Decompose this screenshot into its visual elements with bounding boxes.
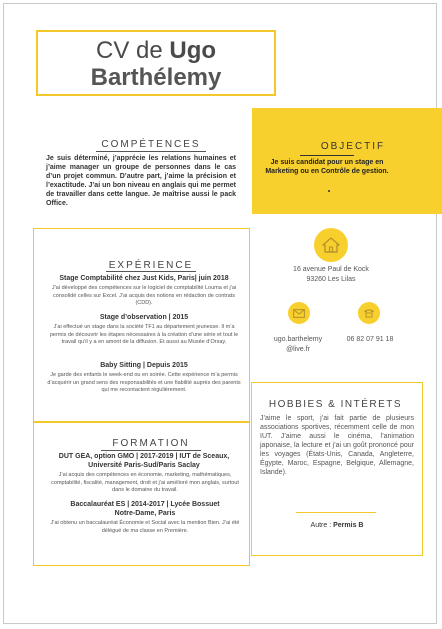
objectif-rule: [300, 155, 354, 156]
formation-rule: [101, 450, 201, 451]
first-name: Ugo: [169, 37, 217, 64]
hobbies-text: J’aime le sport, j’ai fait partie de plusieurs associations sportives, récemment celle de mon IUT. J’aime aussi le cinéma, l’animation japonaise, la lecture et j’ai un goût prononcé pour les voyages (États-Unis, Canada, Angleterre, Égypte, Maroc, Espagne, Belgique, Allemagne, Islande).: [260, 415, 414, 476]
title-line-1: [38, 38, 274, 64]
experience-rule: [106, 271, 196, 272]
experience-1-title: Stage Comptabilité chez Just Kids, Paris| juin 2018: [59, 275, 229, 282]
email-line-1[interactable]: ugo.barthelemy: [273, 336, 323, 343]
title-box: [36, 30, 276, 96]
objectif-dot: [328, 190, 330, 192]
email-line-2[interactable]: @live.fr: [286, 346, 310, 353]
formation-2-desc: J’ai obtenu un baccalauréat Économie et Social avec la mention Bien. J’ai été délégué de ma classe en Première.: [50, 520, 240, 534]
hobbies-rule: [296, 512, 376, 513]
experience-2-desc: J’ai effectué un stage dans la société TF1 au département jeunesse. Il m’a permis de découvrir les étapes nécessaires à la création d’une série et tout le travail qu’il y a en amont de la diffusion. Et aussi au Musée d’Orsay.: [49, 324, 239, 345]
experience-2-title: Stage d’observation | 2015: [99, 314, 189, 321]
autre-line: [260, 522, 414, 529]
objectif-heading: OBJECTIF: [320, 141, 386, 152]
mail-icon: [288, 302, 310, 324]
competences-heading: COMPÉTENCES: [101, 139, 201, 150]
hobbies-heading: HOBBIES & INTÉRETS: [268, 399, 403, 410]
home-icon: [314, 228, 348, 262]
autre-label: Autre :: [310, 522, 334, 529]
address-line-2: 93260 Les Lilas: [306, 276, 356, 283]
formation-1-desc: J’ai acquis des compétences en économie, marketing, mathématiques, comptabilité, fiscalité, management, droit et j’ai amélioré mon anglais, surtout dans le domaine du travail.: [51, 472, 239, 493]
competences-rule: [96, 151, 206, 152]
formation-2-title: Baccalauréat ES | 2014-2017 | Lycée Bossuet Notre-Dame, Paris: [70, 501, 220, 517]
experience-3-desc: Je garde des enfants le week-end ou en soirée. Cette expérience m’a permis d’acquérir un grand sens des responsabilités et une fiabilité auprès des parents qui me recontactent régulièrement.: [47, 372, 241, 393]
address-line-1: 16 avenue Paul de Kock: [293, 266, 369, 273]
phone-icon: [358, 302, 380, 324]
objectif-text: Je suis candidat pour un stage en Marketing ou en Contrôle de gestion.: [265, 159, 389, 175]
experience-heading: EXPÉRIENCE: [108, 260, 194, 271]
phone-number[interactable]: 06 82 07 91 18: [346, 336, 394, 343]
formation-1-title: DUT GEA, option GMO | 2017-2019 | IUT de Sceaux, Université Paris-Sud/Paris Saclay: [58, 453, 230, 469]
competences-text: Je suis déterminé, j’apprécie les relations humaines et j’aime manager un groupe de personnes dans le cas d’un projet commun. D’autre part, j’aime la précision et l’exactitude. J’ai un bon niveau en anglais qui me permet de travailler dans cette langue. Je maîtrise aussi le pack Office.: [46, 155, 236, 207]
experience-3-title: Baby Sitting | Depuis 2015: [100, 362, 188, 369]
experience-1-desc: J’ai développé des compétences sur le logiciel de comptabilité Louma et j’ai consolidé celles sur Excel. J’ai acquis des notions en rédaction de contrats (CDD).: [51, 285, 237, 306]
title-prefix: CV de: [95, 37, 170, 64]
formation-heading: FORMATION: [112, 438, 190, 449]
autre-value: Permis B: [333, 522, 364, 529]
last-name: Barthélemy: [90, 64, 222, 91]
